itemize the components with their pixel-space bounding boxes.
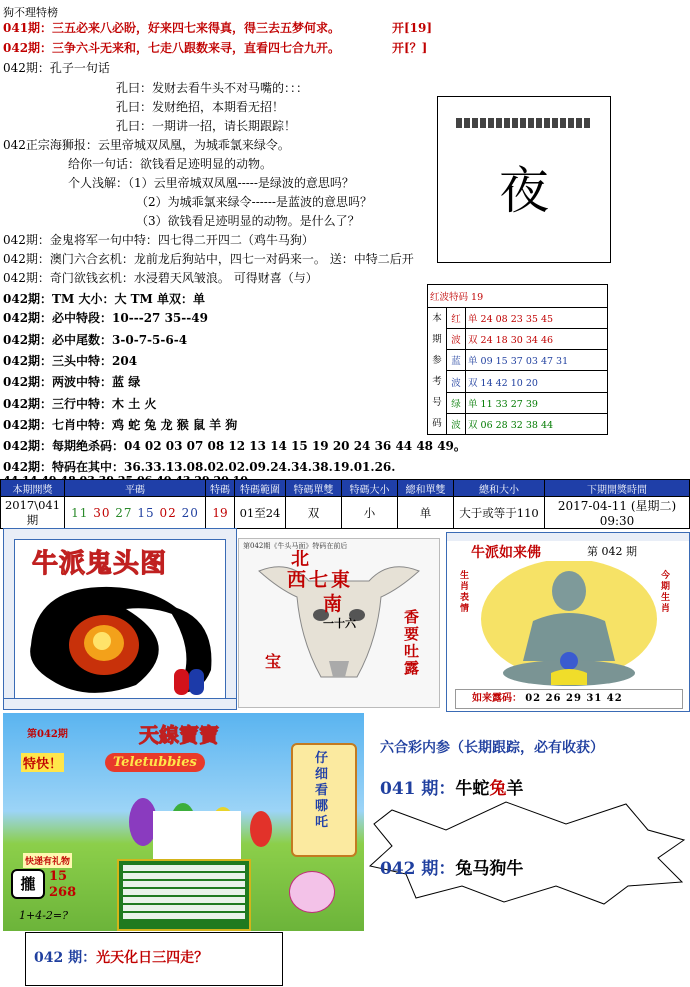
- header-special: 特碼: [206, 480, 235, 497]
- macau-line: 042期：澳门六合玄机：龙前龙后狗站中，四七一对码来一。 送：中特二后开: [3, 252, 414, 266]
- three-head-line: 042期：三头中特：204: [3, 354, 138, 368]
- panel-ticker-left: [4, 539, 15, 699]
- cow-skull-panel: [238, 538, 440, 708]
- panel-ticker-right: [225, 539, 236, 699]
- tubbies-calc: 1+4-2=?: [19, 909, 69, 922]
- liuhe-041-c: 羊: [506, 779, 524, 799]
- bottom-riddle-text: 光天化日三四走？: [96, 950, 209, 966]
- result-042: 开[？]: [392, 41, 428, 55]
- confucius-line-3: 孔曰：一期讲一招，请长期跟踪！: [116, 119, 297, 133]
- skull-header: 第042期《牛头马面》特码在前后: [243, 542, 348, 550]
- tubbies-period: 第042期: [27, 729, 68, 740]
- special-value: 19: [206, 497, 235, 529]
- buddha-code-strip: [455, 689, 683, 709]
- tail-line: 042期：必中尾数：3-0-7-5-6-4: [3, 333, 188, 347]
- buddha-period: 第 042 期: [587, 545, 637, 558]
- one-sentence: 给你一句话：欲钱看足迹明显的动物。: [68, 157, 273, 171]
- sea-lion-report: 042正宗海狮报：云里帝城双凤凰，为城乖氯来绿令。: [3, 138, 290, 152]
- flat-number: 11: [71, 505, 89, 520]
- teletubbies-panel: [3, 713, 364, 931]
- wave-row: 单 11 33 27 39: [466, 392, 608, 413]
- range-value: 01至24: [235, 497, 286, 529]
- confucius-heading: 042期：孔子一句话: [3, 61, 110, 75]
- wave-label-red: 红: [447, 308, 466, 329]
- skull-sixteen: 一十六: [323, 617, 356, 630]
- skull-north: 北: [291, 549, 309, 570]
- skull-right-text: 香要吐露: [404, 608, 420, 677]
- buddha-title: 牛派如来佛: [471, 545, 541, 561]
- period-value: 2017\041期: [1, 497, 65, 529]
- night-riddle-box: [437, 96, 611, 263]
- sp-oe-value: 双: [286, 497, 342, 529]
- wave-row: 双 24 18 30 34 46: [466, 329, 608, 350]
- confucius-line-2: 孔曰：发财绝招，本期看无招！: [116, 100, 285, 114]
- liuhe-042-prefix: 042 期：: [380, 859, 456, 879]
- seven-zodiac-line: 042期：七肖中特：鸡 蛇 兔 龙 猴 鼠 羊 狗: [3, 418, 238, 432]
- line-042: 042期：三争六斗无来和，七走八跟数来寻，直看四七合九开。: [3, 41, 341, 55]
- wave-label-green: 波: [447, 413, 466, 434]
- ghost-head-art: [16, 575, 226, 700]
- sp-size-value: 小: [342, 497, 398, 529]
- wave-label-blue: 蓝: [447, 350, 466, 371]
- liuhe-042: [380, 854, 523, 879]
- buddha-codes: 02 26 29 31 42: [525, 693, 623, 704]
- tubbies-brand: Teletubbies: [105, 753, 205, 772]
- wave-side-label: 本 期 参 考 号 码: [428, 308, 447, 435]
- tubbies-urgent: 特快！: [21, 753, 64, 772]
- header-sp-size: 特碼大小: [342, 480, 398, 497]
- header-sp-oe: 特碼單雙: [286, 480, 342, 497]
- buddha-art: [481, 561, 657, 691]
- two-wave-line: 042期：两波中特：蓝 绿: [3, 375, 141, 389]
- flat-number: 30: [93, 505, 111, 520]
- bottom-riddle: [34, 947, 208, 967]
- page-title: 狗不理特榜: [3, 6, 58, 19]
- buddha-left-label: 生肖表情: [460, 571, 470, 614]
- ghost-head-panel: [3, 528, 237, 710]
- ghost-general-line: 042期：金鬼将军一句中特：四七得二开四二（鸡牛马狗）: [3, 233, 314, 247]
- obscured-heading: [456, 118, 592, 128]
- buddha-right-label: 今期生肖: [661, 571, 671, 614]
- liuhe-title: 六合彩内参（长期跟踪，必有收获）: [380, 740, 604, 756]
- liuhe-041-prefix: 041 期：: [380, 779, 456, 799]
- tubbies-monkey-badge: [289, 871, 335, 913]
- next-draw-value: 2017-04-11 (星期二) 09:30: [545, 497, 690, 529]
- header-range: 特碼範圍: [235, 480, 286, 497]
- special-code-line: 042期：特码在其中：36.33.13.08.02.02.09.24.34.38.19.01.26.: [3, 460, 396, 474]
- wave-row: 双 06 28 32 38 44: [466, 413, 608, 434]
- three-element-line: 042期：三行中特：木 土 火: [3, 397, 157, 411]
- header-sum-oe: 總和單雙: [398, 480, 454, 497]
- panel-ticker: [447, 533, 689, 541]
- confucius-line-1: 孔曰：发财去看牛头不对马嘴的：：：: [116, 81, 309, 95]
- skull-treasure: 宝: [265, 652, 282, 671]
- tubbies-scroll-text: 仔细看哪吒: [315, 751, 329, 830]
- liuhe-041-a: 牛蛇: [455, 779, 490, 799]
- explanation-1: 个人浅解：（1）云里帝城双凤凰-----是绿波的意思吗？: [68, 176, 354, 190]
- kill-code-line: 042期：每期绝杀码：04 02 03 07 08 12 13 14 15 19 20 24 36 44 48 49。: [3, 439, 466, 453]
- skull-west-seven-east: 西七東: [287, 569, 354, 591]
- panel-ticker: [4, 529, 236, 540]
- wave-row: 单 09 15 37 03 47 31: [466, 350, 608, 371]
- line-041: 041期：三五必来八必盼，好来四七来得真，得三去五梦何求。: [3, 21, 341, 35]
- segment-line: 042期：必中特段：10---27 35--49: [3, 311, 208, 325]
- wave-label-red: 波: [447, 329, 466, 350]
- explanation-2: （2）为城乖氯来绿令------是蓝波的意思吗？: [136, 195, 372, 209]
- header-period: 本期開獎: [1, 480, 65, 497]
- tubbies-number: 15 268: [49, 869, 77, 900]
- wave-label-green: 绿: [447, 392, 466, 413]
- explanation-3: （3）欲钱看足迹明显的动物。是什么了？: [136, 214, 360, 228]
- buddha-panel: [446, 532, 690, 712]
- wave-row: 双 14 42 10 20: [466, 371, 608, 392]
- flat-number: 15: [137, 505, 155, 520]
- bottom-riddle-box: [25, 932, 283, 986]
- liuhe-burst: [366, 790, 690, 910]
- skull-south: 南: [323, 593, 343, 615]
- sum-oe-value: 单: [398, 497, 454, 529]
- wave-title: 红波特码 19: [428, 285, 608, 308]
- wave-table: [427, 284, 608, 435]
- bottom-riddle-prefix: 042 期：: [34, 950, 97, 966]
- liuhe-041-b: 兔: [489, 779, 507, 799]
- liuhe-042-text: 兔马狗牛: [455, 859, 524, 879]
- flat-numbers: [65, 497, 206, 529]
- flat-number: 20: [181, 505, 199, 520]
- draw-result-bar: [0, 479, 690, 529]
- tubbies-results-board: [117, 859, 251, 931]
- flat-number: 02: [159, 505, 177, 520]
- header-flat: 平碼: [65, 480, 206, 497]
- header-next: 下期開獎時間: [545, 480, 690, 497]
- tubbies-scroll: [291, 743, 357, 857]
- tm-size-line: 042期：TM 大小：大 TM 单双：单: [3, 292, 206, 306]
- result-041: 开[19]: [392, 21, 433, 35]
- night-character: 夜: [499, 162, 549, 220]
- flat-number: 27: [115, 505, 133, 520]
- sum-size-value: 大于或等于110: [454, 497, 545, 529]
- tubbies-message: 快递有礼物: [23, 853, 72, 868]
- header-sum-size: 總和大小: [454, 480, 545, 497]
- tubbies-badge: 攏: [11, 869, 45, 899]
- wave-row: 单 24 08 23 35 45: [466, 308, 608, 329]
- qimen-line: 042期：奇门欲钱玄机：水浸碧天风皱浪。 可得财喜（与）: [3, 271, 318, 285]
- ghost-head-title: 牛派鬼头图: [32, 549, 168, 579]
- wave-label-blue: 波: [447, 371, 466, 392]
- buddha-code-label: 如来露码：: [472, 693, 522, 704]
- tubbies-title: 天線寶寶: [139, 723, 219, 747]
